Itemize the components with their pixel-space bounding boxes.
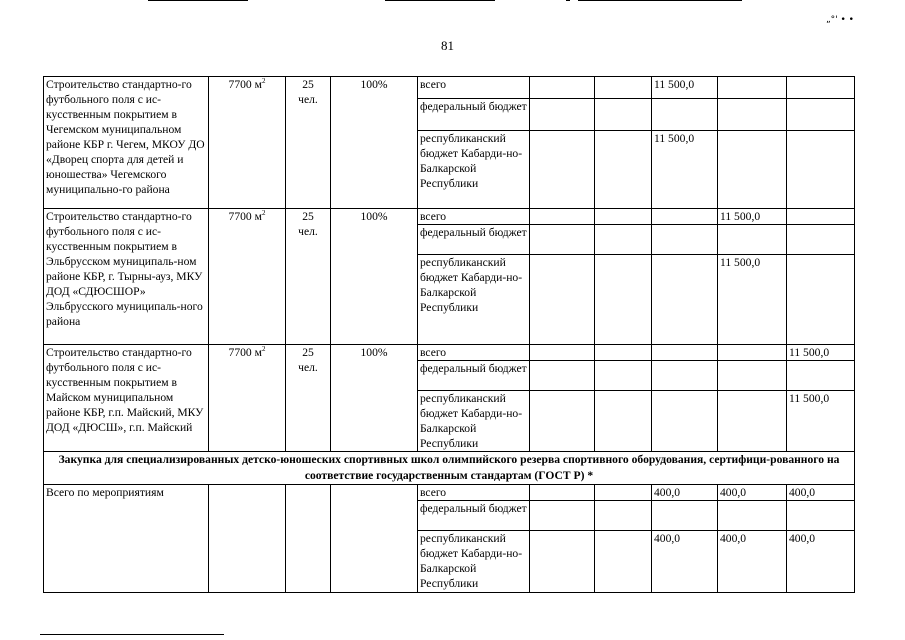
empty-cell [530,99,595,131]
percent-cell: 100% [331,209,418,345]
empty-cell [595,209,652,225]
funding-source: всего [418,77,530,99]
amount-cell [718,225,787,255]
amount-cell [787,99,855,131]
amount-cell [652,255,718,345]
amount-cell: 400,0 [718,531,787,593]
amount-cell: 400,0 [787,531,855,593]
funding-source: всего [418,485,530,501]
amount-cell [718,391,787,452]
amount-cell [787,501,855,531]
funding-source: республиканский бюджет Кабарди-но-Балкарской Республики [418,131,530,209]
area-cell: 7700 $м^2$ [209,77,286,209]
amount-cell: 400,0 [652,531,718,593]
percent-cell: 100% [331,345,418,452]
empty-cell [595,531,652,593]
funding-source: республиканский бюджет Кабарди-но-Балкарской Республики [418,255,530,345]
top-rule-4 [578,0,742,1]
area-cell: 7700 $м^2$ [209,209,286,345]
empty-cell [595,345,652,361]
amount-cell [787,209,855,225]
amount-cell: 11 500,0 [652,131,718,209]
table-row [44,485,855,501]
section-heading: Закупка для специализированных детско-юношеских спортивных школ олимпийского резерва спортивного оборудования, сертифици-рованного на соответствие государственным стандартам (ГОСТ Р) * [44,452,855,485]
amount-cell: 400,0 [652,485,718,501]
top-rule-1 [148,0,248,1]
project-description: Строительство стандартно-го футбольного поля с ис-кусственным покрытием в Майском муниципальном районе КБР, г.п. Майский, МКУ ДОД «ДЮСШ», г.п. Майский [44,345,209,452]
top-rule-2 [385,0,495,1]
footnote-rule [40,634,224,635]
funding-source: федеральный бюджет [418,501,530,531]
funding-source: всего [418,209,530,225]
total-label: Всего по мероприятиям [44,485,209,593]
amount-cell [718,361,787,391]
amount-cell: 11 500,0 [718,255,787,345]
amount-cell: 11 500,0 [787,391,855,452]
amount-cell [718,345,787,361]
empty-cell [530,77,595,99]
area-cell: 7700 $м^2$ [209,345,286,452]
empty-cell [595,361,652,391]
funding-source: федеральный бюджет [418,99,530,131]
amount-cell [718,77,787,99]
amount-cell: 11 500,0 [718,209,787,225]
empty-cell [595,99,652,131]
project-description: Строительство стандартно-го футбольного поля с ис-кусственным покрытием в Чегемском муниципальном районе КБР г. Чегем, МКОУ ДО «Дворец спорта для детей и юношества» Чегемского муниципально-го района [44,77,209,209]
percent-cell: 100% [331,77,418,209]
empty-cell [595,131,652,209]
amount-cell [787,361,855,391]
amount-cell [787,225,855,255]
page-number: 81 [441,38,454,53]
empty-cell [530,209,595,225]
amount-cell [718,131,787,209]
empty-cell [530,391,595,452]
amount-cell [787,255,855,345]
empty-cell [595,485,652,501]
empty-cell [286,485,331,593]
amount-cell [718,501,787,531]
scan-specks: „°' • • [826,15,854,25]
funding-source: республиканский бюджет Кабарди-но-Балкарской Республики [418,531,530,593]
empty-cell [530,501,595,531]
amount-cell [652,361,718,391]
empty-cell [530,255,595,345]
people-cell: 25 чел. [286,77,331,209]
amount-cell [787,131,855,209]
amount-cell: 11 500,0 [787,345,855,361]
amount-cell [652,391,718,452]
people-cell: 25 чел. [286,345,331,452]
empty-cell [530,361,595,391]
empty-cell [595,391,652,452]
top-rule-3 [566,0,570,1]
empty-cell [530,225,595,255]
amount-cell [718,99,787,131]
amount-cell [652,225,718,255]
amount-cell: 400,0 [718,485,787,501]
empty-cell [595,77,652,99]
amount-cell: 400,0 [787,485,855,501]
budget-table [43,76,855,593]
empty-cell [530,131,595,209]
empty-cell [530,531,595,593]
empty-cell [530,485,595,501]
amount-cell [652,501,718,531]
amount-cell [652,345,718,361]
amount-cell [787,77,855,99]
empty-cell [595,501,652,531]
project-description: Строительство стандартно-го футбольного поля с ис-кусственным покрытием в Эльбрусском муниципаль-ном районе КБР, г. Тырны-ауз, МКУ ДОД «СДЮСШОР» Эльбрусского муниципаль-ного района [44,209,209,345]
people-cell: 25 чел. [286,209,331,345]
funding-source: федеральный бюджет [418,225,530,255]
amount-cell: 11 500,0 [652,77,718,99]
empty-cell [209,485,286,593]
amount-cell [652,99,718,131]
funding-source: республиканский бюджет Кабарди-но-Балкарской Республики [418,391,530,452]
empty-cell [331,485,418,593]
amount-cell [652,209,718,225]
table-row [44,345,855,361]
empty-cell [530,345,595,361]
table-row [44,77,855,99]
empty-cell [595,225,652,255]
section-heading-row [44,452,855,485]
funding-source: всего [418,345,530,361]
empty-cell [595,255,652,345]
table-row [44,209,855,225]
funding-source: федеральный бюджет [418,361,530,391]
